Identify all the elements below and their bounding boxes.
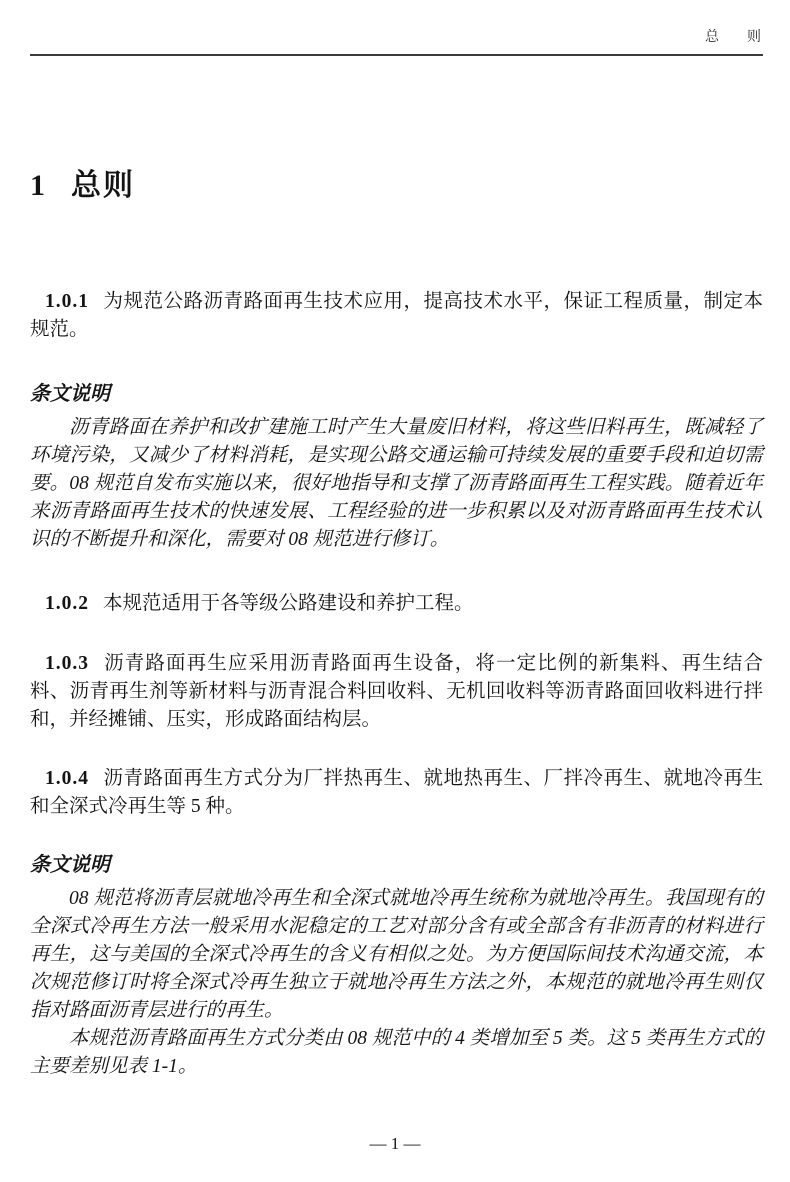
- clause-1-0-2: [30, 590, 763, 618]
- clause-1-0-1: [30, 288, 763, 344]
- commentary-heading-2: 条文说明: [30, 854, 110, 876]
- clause-number: 1.0.2: [45, 593, 89, 614]
- clause-text: 为规范公路沥青路面再生技术应用，提高技术水平，保证工程质量，制定本规范。: [30, 291, 763, 340]
- chapter-title: [30, 168, 763, 204]
- clause-number: 1.0.3: [45, 653, 89, 674]
- clause-number: 1.0.1: [45, 291, 89, 312]
- commentary-paragraph: 沥青路面在养护和改扩建施工时产生大量废旧材料，将这些旧料再生，既减轻了环境污染，又减少了材料消耗，是实现公路交通运输可持续发展的重要手段和迫切需要。08 规范自发布实施以来，很好地指导和支撑了沥青路面再生工程实践。随着近年来沥青路面再生技术的快速发展、工程经验的进一步积累以及对沥青路面再生技术认识的不断提升和深化，需要对 08 规范进行修订。: [30, 417, 763, 550]
- header-rule: [30, 54, 763, 56]
- clause-text: 沥青路面再生方式分为厂拌热再生、就地热再生、厂拌冷再生、就地冷再生和全深式冷再生等 5 种。: [30, 768, 763, 817]
- commentary-heading-1: 条文说明: [30, 383, 110, 405]
- clause-text: 沥青路面再生应采用沥青路面再生设备，将一定比例的新集料、再生结合料、沥青再生剂等新材料与沥青混合料回收料、无机回收料等沥青路面回收料进行拌和，并经摊铺、压实，形成路面结构层。: [30, 653, 763, 730]
- clause-1-0-3: [30, 650, 763, 734]
- clause-number: 1.0.4: [45, 768, 89, 789]
- page-number: — 1 —: [369, 1134, 421, 1153]
- commentary-paragraph: 08 规范将沥青层就地冷再生和全深式就地冷再生统称为就地冷再生。我国现有的全深式冷再生方法一般采用水泥稳定的工艺对部分含有或全部含有非沥青的材料进行再生，这与美国的全深式冷再生的含义有相似之处。为方便国际间技术沟通交流，本次规范修订时将全深式冷再生独立于就地冷再生方法之外，本规范的就地冷再生则仅指对路面沥青层进行的再生。: [30, 888, 763, 1021]
- clause-text: 本规范适用于各等级公路建设和养护工程。: [103, 593, 474, 614]
- clause-1-0-4: [30, 765, 763, 821]
- chapter-title-text: 总则: [71, 169, 135, 202]
- running-head-title: 总 则: [705, 30, 761, 45]
- chapter-number: 1: [30, 169, 45, 202]
- commentary-paragraph: 本规范沥青路面再生方式分类由 08 规范中的 4 类增加至 5 类。这 5 类再生方式的主要差别见表 1-1。: [30, 1028, 763, 1077]
